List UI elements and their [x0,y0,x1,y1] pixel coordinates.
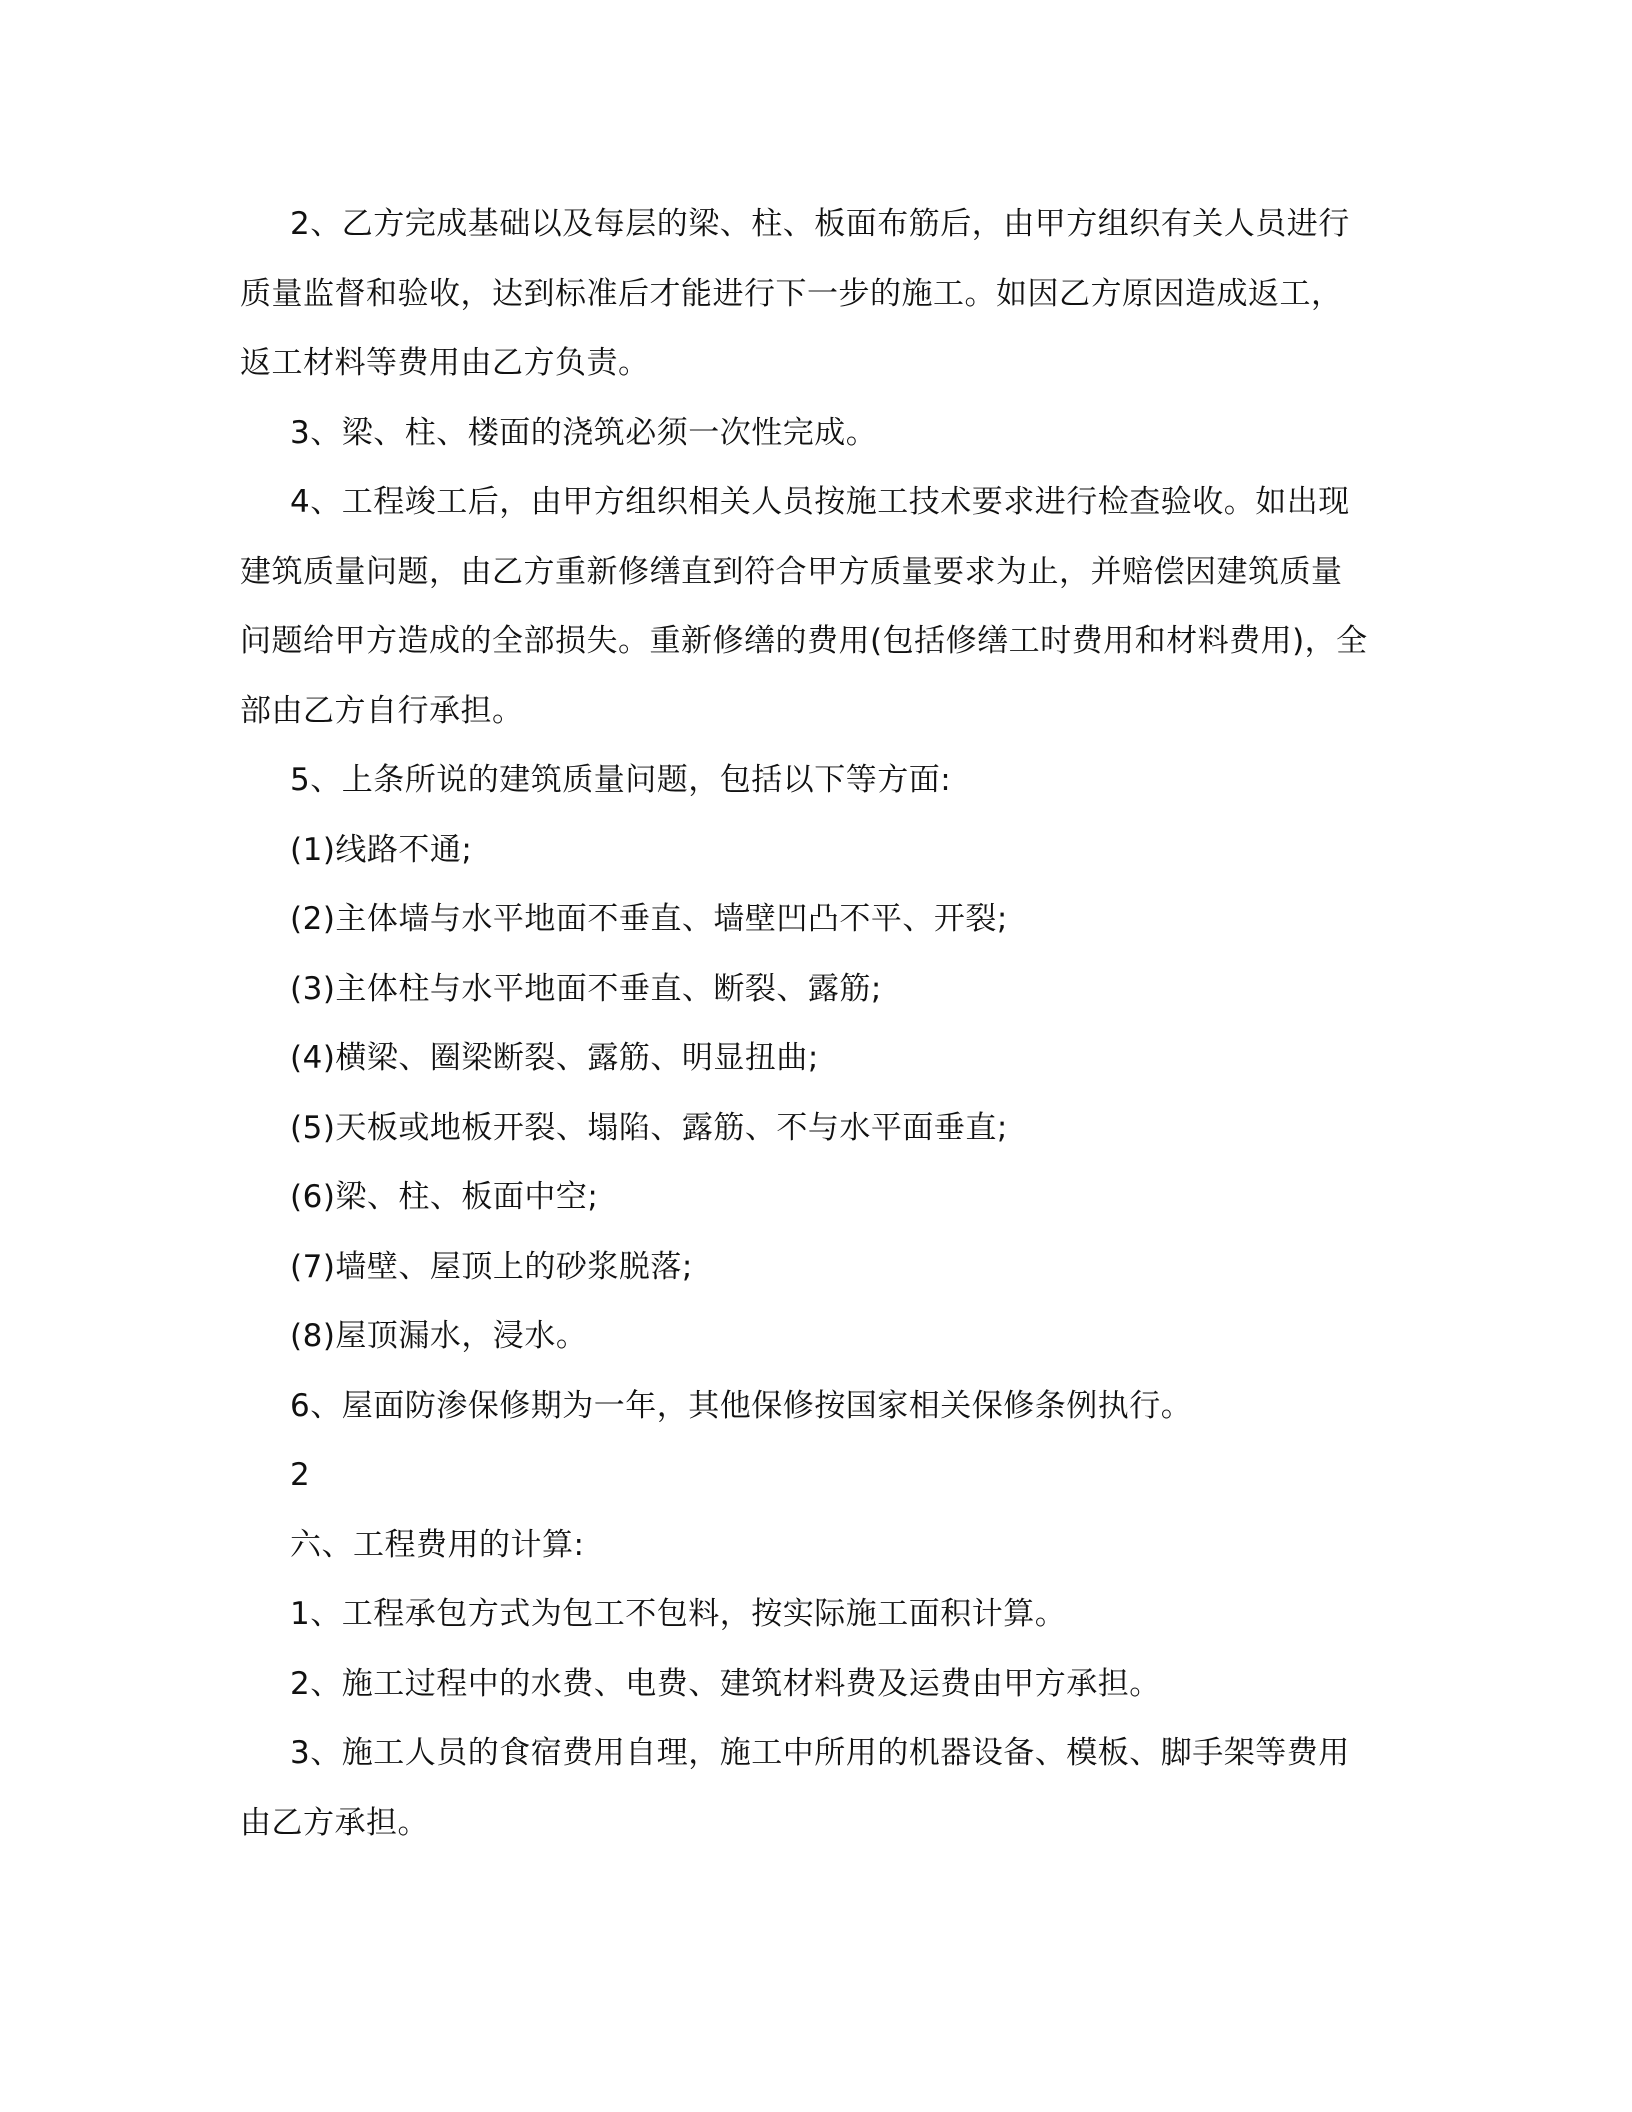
page-number: 2 [290,1457,311,1493]
list-item: (6)梁、柱、板面中空; [290,1179,599,1215]
list-item: (2)主体墙与水平地面不垂直、墙壁凹凸不平、开裂; [290,901,1008,937]
list-item: (1)线路不通; [290,831,473,868]
paragraph-line: 问题给甲方造成的全部损失。重新修缮的费用(包括修缮工时费用和材料费用)，全 [240,623,1368,659]
paragraph-line: 质量监督和验收，达到标准后才能进行下一步的施工。如因乙方原因造成返工， [240,275,1343,312]
section-heading: 六、工程费用的计算: [290,1526,585,1563]
paragraph-line: 5、上条所说的建筑质量问题，包括以下等方面: [290,762,952,798]
list-item: (8)屋顶漏水，浸水。 [290,1318,588,1354]
list-item: (7)墙壁、屋顶上的砂浆脱落; [290,1248,693,1285]
paragraph-line: 3、梁、柱、楼面的浇筑必须一次性完成。 [290,414,878,451]
paragraph-line: 6、屋面防渗保修期为一年，其他保修按国家相关保修条例执行。 [290,1387,1193,1424]
paragraph-line: 由乙方承担。 [240,1804,429,1841]
list-item: (3)主体柱与水平地面不垂直、断裂、露筋; [290,970,882,1007]
paragraph-line: 建筑质量问题，由乙方重新修缮直到符合甲方质量要求为止，并赔偿因建筑质量 [240,553,1343,590]
paragraph-line: 4、工程竣工后，由甲方组织相关人员按施工技术要求进行检查验收。如出现 [290,484,1350,520]
paragraph-line: 1、工程承包方式为包工不包料，按实际施工面积计算。 [290,1596,1067,1632]
paragraph-line: 2、乙方完成基础以及每层的梁、柱、板面布筋后，由甲方组织有关人员进行 [290,206,1350,242]
list-item: (4)横梁、圈梁断裂、露筋、明显扭曲; [290,1040,819,1076]
paragraph-line: 返工材料等费用由乙方负责。 [240,345,650,381]
document-body [240,190,1390,1858]
list-item: (5)天板或地板开裂、塌陷、露筋、不与水平面垂直; [290,1109,1008,1146]
paragraph-line: 2、施工过程中的水费、电费、建筑材料费及运费由甲方承担。 [290,1665,1161,1702]
paragraph-line: 部由乙方自行承担。 [240,692,524,729]
paragraph-line: 3、施工人员的食宿费用自理，施工中所用的机器设备、模板、脚手架等费用 [290,1735,1350,1771]
